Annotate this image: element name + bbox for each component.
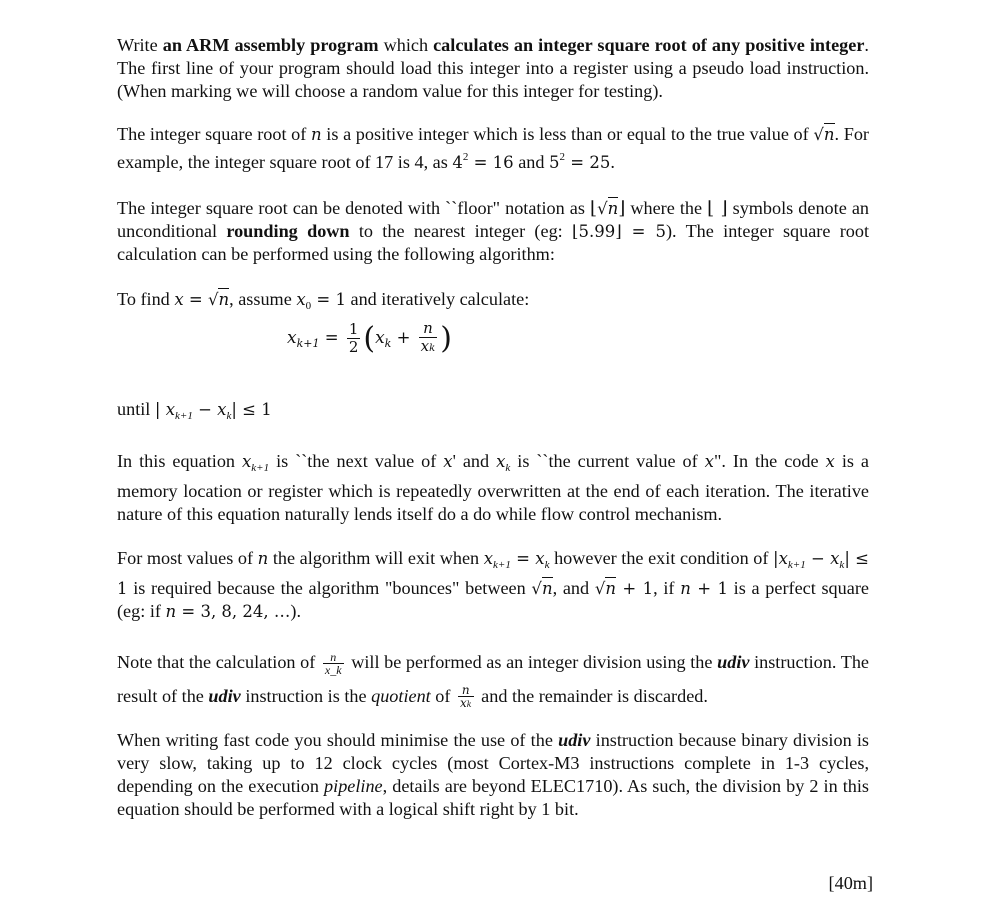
paragraph-udiv: Note that the calculation of $\frac{n}{x\_k}$ will be performed as an integer division using the udiv instruction. The result of the udiv instruction is the quotient of $\frac{n}{xk}$ and the remainder is discarded. [117, 650, 869, 711]
marks-label: [40m] [828, 873, 873, 893]
paragraph-explanation: In this equation $x_{k+1}$ is ``the next value of x' and $x_k$ is ``the current value of x". In the code x is a memory location or register which is repeatedly overwritten at the end of each iteration. The iterative nature of this equation naturally lends itself do a do while flow control mechanism. [117, 451, 869, 524]
paragraph-definition: The integer square root of n is a positive integer which is less than or equal to the true value of √n. For example, the integer square root of 17 is 4, as $4^2 = 16$ and $5^2 = 25$. [117, 124, 869, 172]
paragraph-algorithm-intro: To find x = √n, assume $x_0 = 1$ and iteratively calculate: [117, 289, 530, 312]
paragraph-performance: When writing fast code you should minimise the use of the udiv instruction because binary division is very slow, taking up to 12 clock cycles (most Cortex-M3 instructions complete in 1-3 cycles, depending on the execution pipeline, details are beyond ELEC1710). As such, the division by 2 in this equation should be performed with a logical shift right by 1 bit. [117, 730, 869, 819]
until-condition: until | $x_{k+1} - x_k| \le 1$ [117, 399, 272, 422]
iteration-equation: $x_{k+1}$ = $\frac{1}{2}$ ($x_k$ + $\frac{n}{xk}$ ) [287, 319, 452, 356]
paragraph-exit-condition: For most values of n the algorithm will exit when $x_{k+1} = x_k$ however the exit condition of $|x_{k+1} - x_k| \le 1$ is required because the algorithm "bounces" between √n, and √n + 1, if n + 1 is a perfect square (eg: if n = 3, 8, 24, …). [117, 548, 869, 621]
question-text [117, 34, 869, 821]
paragraph-floor: The integer square root can be denoted with ``floor" notation as ⌊√n⌋ where the ⌊ ⌋ symbols denote an unconditional rounding down to the nearest integer (eg: ⌊5.99⌋ = 5). The integer square root calculation can be performed using the following algorithm: [117, 198, 870, 264]
paragraph-task: Write an ARM assembly program which calculates an integer square root of any positive integer. The first line of your program should load this integer into a register using a pseudo load instruction. (When marking we will choose a random value for this integer for testing). [117, 35, 869, 101]
